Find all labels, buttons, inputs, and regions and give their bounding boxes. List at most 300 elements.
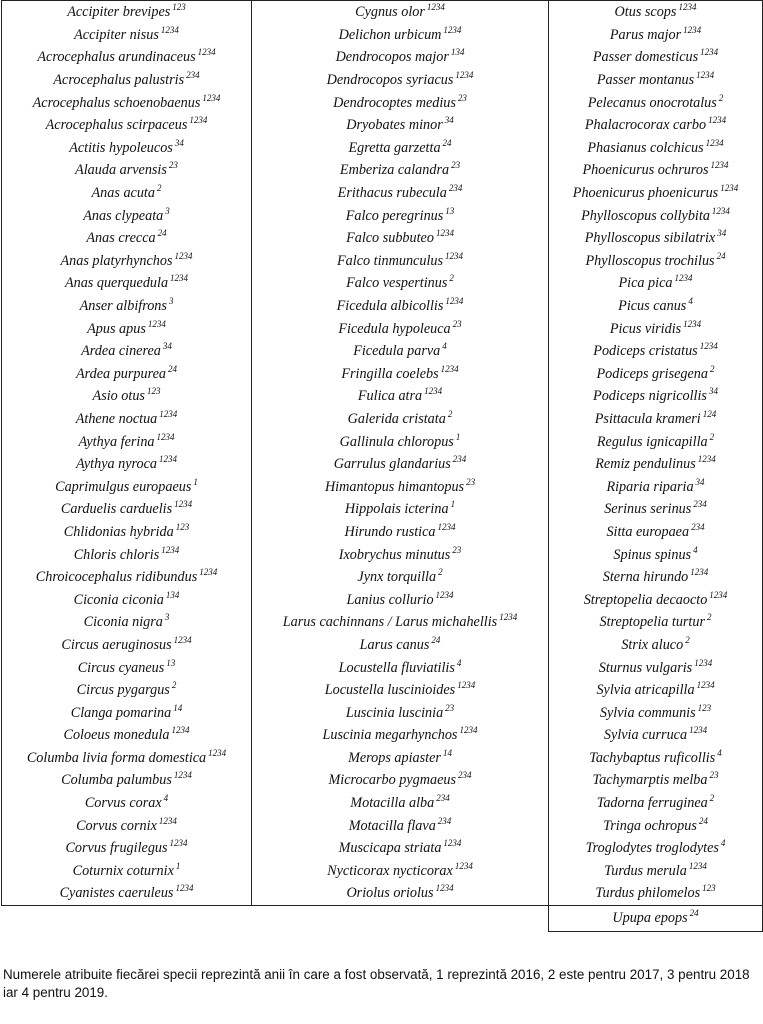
- table-row: [2, 475, 763, 498]
- species-name: Ficedula hypoleuca: [338, 320, 451, 337]
- species-cell: [2, 340, 252, 363]
- years-observed: 1234: [459, 725, 478, 736]
- species-name: Sylvia curruca: [603, 727, 688, 744]
- species-cell: [252, 747, 549, 770]
- species-cell: [252, 814, 549, 837]
- years-observed: 1234: [697, 454, 716, 465]
- species-cell: [549, 408, 763, 431]
- years-observed: 1234: [709, 589, 728, 600]
- species-cell: [2, 747, 252, 770]
- species-name: Falco subbuteo: [346, 230, 434, 247]
- table-row: [2, 814, 763, 837]
- empty-cell: [2, 905, 252, 931]
- species-cell: [549, 114, 763, 137]
- years-observed: 1234: [699, 341, 718, 352]
- years-observed: 3: [168, 296, 174, 307]
- species-cell: [252, 498, 549, 521]
- years-observed: 123: [697, 702, 712, 713]
- species-name: Acrocephalus scirpaceus: [45, 117, 188, 134]
- species-name: Anas acuta: [91, 185, 155, 202]
- years-observed: 23: [168, 160, 178, 171]
- species-cell: [252, 679, 549, 702]
- species-cell: [549, 860, 763, 883]
- years-observed: 23: [445, 702, 455, 713]
- species-cell: [2, 521, 252, 544]
- species-name: Chloris chloris: [73, 546, 160, 563]
- species-name: Corvus frugilegus: [65, 840, 168, 857]
- species-cell: [549, 905, 763, 931]
- species-name: Chlidonias hybrida: [63, 523, 174, 540]
- years-observed: 2: [447, 408, 453, 419]
- species-name: Larus canus: [359, 636, 430, 653]
- species-cell: [549, 295, 763, 318]
- species-name: Columba livia forma domestica: [26, 749, 207, 766]
- species-cell: [549, 611, 763, 634]
- species-cell: [2, 453, 252, 476]
- years-observed: 2: [709, 793, 715, 804]
- table-row: [2, 837, 763, 860]
- species-name: Lanius collurio: [346, 591, 434, 608]
- species-cell: [549, 792, 763, 815]
- table-row: [2, 46, 763, 69]
- species-name: Troglodytes troglodytes: [585, 840, 719, 857]
- footnote: Numerele atribuite fiecărei specii reprezintă anii în care a fost observată, 1 reprezintă 2016, 2 este pentru 2017, 3 pentru 2018 iar 4 pentru 2019.: [3, 967, 750, 1000]
- species-cell: [2, 543, 252, 566]
- years-observed: 1234: [202, 92, 221, 103]
- species-cell: [549, 272, 763, 295]
- species-name: Clanga pomarina: [70, 704, 172, 721]
- years-observed: 2: [449, 273, 454, 284]
- table-row: [2, 340, 763, 363]
- years-observed: 3: [164, 612, 170, 623]
- species-name: Phalacrocorax carbo: [584, 117, 707, 134]
- species-name: Tachymarptis melba: [592, 772, 708, 789]
- years-observed: 1234: [171, 725, 190, 736]
- species-cell: [549, 814, 763, 837]
- species-name: Anas platyrhynchos: [60, 252, 173, 269]
- years-observed: 1234: [435, 228, 454, 239]
- species-cell: [2, 295, 252, 318]
- species-cell: [549, 69, 763, 92]
- table-row: [2, 860, 763, 883]
- years-observed: 1234: [689, 725, 708, 736]
- species-cell: [549, 340, 763, 363]
- years-observed: 1234: [678, 2, 697, 13]
- species-name: Sylvia communis: [599, 704, 696, 721]
- species-cell: [252, 295, 549, 318]
- species-name: Falco peregrinus: [345, 207, 444, 224]
- species-name: Merops apiaster: [348, 749, 441, 766]
- species-name: Aythya ferina: [78, 433, 155, 450]
- years-observed: 234: [186, 70, 200, 81]
- species-name: Circus pygargus: [76, 682, 170, 699]
- table-row: [2, 634, 763, 657]
- years-observed: 1234: [443, 838, 462, 849]
- species-cell: [2, 363, 252, 386]
- years-observed: 2: [685, 634, 690, 645]
- years-observed: 34: [695, 476, 705, 487]
- species-cell: [549, 91, 763, 114]
- species-name: Anas crecca: [86, 230, 156, 247]
- species-name: Turdus philomelos: [595, 885, 701, 902]
- species-cell: [252, 724, 549, 747]
- species-name: Sturnus vulgaris: [598, 659, 693, 676]
- species-cell: [2, 882, 252, 905]
- species-cell: [2, 24, 252, 47]
- species-name: Passer domesticus: [592, 49, 699, 66]
- years-observed: 34: [717, 228, 727, 239]
- table-row: [2, 204, 763, 227]
- species-name: Phoenicurus phoenicurus: [572, 185, 719, 202]
- species-cell: [549, 701, 763, 724]
- species-cell: [2, 317, 252, 340]
- years-observed: 124: [702, 408, 717, 419]
- table-row: [2, 137, 763, 160]
- species-cell: [252, 159, 549, 182]
- years-observed: 1234: [700, 47, 719, 58]
- species-cell: [252, 137, 549, 160]
- table-row: [2, 24, 763, 47]
- years-observed: 1234: [170, 273, 189, 284]
- years-observed: 1234: [440, 363, 459, 374]
- years-observed: 23: [452, 318, 462, 329]
- years-observed: 2: [710, 363, 715, 374]
- species-cell: [2, 566, 252, 589]
- species-cell: [252, 521, 549, 544]
- species-cell: [2, 204, 252, 227]
- years-observed: 24: [431, 634, 441, 645]
- species-cell: [252, 566, 549, 589]
- table-row: [2, 385, 763, 408]
- species-cell: [549, 747, 763, 770]
- years-observed: 34: [162, 341, 172, 352]
- species-name: Phylloscopus trochilus: [585, 252, 715, 269]
- species-cell: [2, 69, 252, 92]
- species-cell: [2, 634, 252, 657]
- species-name: Ciconia ciconia: [73, 591, 164, 608]
- years-observed: 234: [437, 815, 452, 826]
- years-observed: 4: [688, 296, 693, 307]
- species-name: Larus cachinnans / Larus michahellis: [282, 614, 498, 631]
- species-name: Sterna hirundo: [602, 569, 689, 586]
- species-name: Anas querquedula: [64, 275, 169, 292]
- species-name: Galerida cristata: [347, 410, 446, 427]
- table-row: [2, 521, 763, 544]
- table-row: [2, 588, 763, 611]
- species-name: Actitis hypoleucos: [69, 139, 173, 156]
- species-cell: [549, 46, 763, 69]
- species-cell: [252, 430, 549, 453]
- species-name: Acrocephalus schoenobaenus: [32, 94, 201, 111]
- table-row: [2, 91, 763, 114]
- species-cell: [252, 385, 549, 408]
- species-cell: [2, 250, 252, 273]
- years-observed: 4: [442, 341, 447, 352]
- species-cell: [549, 24, 763, 47]
- species-name: Hippolais icterina: [344, 501, 449, 518]
- species-name: Erithacus rubecula: [337, 185, 447, 202]
- species-name: Serinus serinus: [604, 501, 692, 518]
- species-cell: [549, 182, 763, 205]
- species-cell: [252, 634, 549, 657]
- years-observed: 4: [720, 838, 726, 849]
- species-cell: [252, 340, 549, 363]
- species-table: [1, 0, 763, 932]
- years-observed: 1234: [424, 386, 443, 397]
- species-name: Cygnus olor: [355, 4, 425, 21]
- years-observed: 1234: [169, 838, 188, 849]
- years-observed: 4: [693, 544, 698, 555]
- species-name: Streptopelia turtur: [599, 614, 705, 631]
- years-observed: 1234: [720, 183, 739, 194]
- species-table-body: [2, 1, 763, 932]
- table-row: [2, 543, 763, 566]
- species-name: Falco vespertinus: [346, 275, 448, 292]
- years-observed: 23: [709, 770, 719, 781]
- years-observed: 1: [455, 431, 461, 442]
- species-name: Passer montanus: [596, 72, 695, 89]
- table-row: [2, 317, 763, 340]
- species-cell: [2, 792, 252, 815]
- years-observed: 4: [717, 747, 722, 758]
- species-name: Himantopus himantopus: [324, 478, 465, 495]
- species-name: Phylloscopus sibilatrix: [584, 230, 716, 247]
- species-name: Phasianus colchicus: [587, 139, 704, 156]
- species-cell: [252, 204, 549, 227]
- species-cell: [549, 498, 763, 521]
- species-name: Garrulus glandarius: [333, 456, 451, 473]
- years-observed: 2: [709, 431, 715, 442]
- years-observed: 1: [193, 476, 198, 487]
- species-name: Accipiter nisus: [74, 26, 159, 43]
- species-name: Otus scops: [614, 4, 677, 21]
- years-observed: 234: [691, 521, 705, 532]
- species-name: Parus major: [609, 26, 682, 43]
- species-cell: [252, 588, 549, 611]
- species-name: Circus cyaneus: [77, 659, 165, 676]
- species-name: Falco tinmunculus: [337, 252, 443, 269]
- species-name: Emberiza calandra: [339, 162, 450, 179]
- table-row: [2, 882, 763, 905]
- species-cell: [2, 137, 252, 160]
- species-cell: [549, 882, 763, 905]
- years-observed: 1234: [158, 815, 177, 826]
- years-observed: 4: [163, 793, 169, 804]
- years-observed: 1234: [705, 137, 724, 148]
- years-observed: 123: [146, 386, 161, 397]
- years-observed: 1234: [674, 273, 693, 284]
- years-observed: 1234: [175, 883, 194, 894]
- species-cell: [2, 769, 252, 792]
- species-name: Accipiter brevipes: [67, 4, 171, 21]
- years-observed: 1: [175, 860, 181, 871]
- species-cell: [2, 498, 252, 521]
- years-observed: 1234: [445, 296, 464, 307]
- species-cell: [252, 701, 549, 724]
- table-row: [2, 792, 763, 815]
- years-observed: 24: [698, 815, 708, 826]
- years-observed: 1234: [683, 24, 702, 35]
- species-name: Psittacula krameri: [594, 410, 701, 427]
- species-name: Riparia riparia: [606, 478, 694, 495]
- species-cell: [2, 656, 252, 679]
- years-observed: 24: [442, 137, 452, 148]
- table-row: [2, 656, 763, 679]
- table-row: [2, 250, 763, 273]
- species-cell: [252, 408, 549, 431]
- years-observed: 1234: [690, 567, 709, 578]
- years-observed: 1234: [156, 431, 175, 442]
- years-observed: 1234: [159, 408, 178, 419]
- table-row: [2, 679, 763, 702]
- species-cell: [549, 588, 763, 611]
- years-observed: 1234: [189, 115, 208, 126]
- species-name: Delichon urbicum: [338, 26, 442, 43]
- years-observed: 23: [457, 92, 467, 103]
- species-name: Asio otus: [92, 388, 145, 405]
- years-observed: 1234: [688, 860, 707, 871]
- species-name: Tringa ochropus: [603, 817, 697, 834]
- species-name: Dryobates minor: [346, 117, 443, 134]
- years-observed: 3: [165, 205, 170, 216]
- species-cell: [549, 543, 763, 566]
- species-cell: [2, 159, 252, 182]
- table-row: [2, 430, 763, 453]
- years-observed: 1234: [435, 883, 454, 894]
- species-cell: [2, 182, 252, 205]
- species-name: Podiceps cristatus: [593, 343, 698, 360]
- table-row: [2, 69, 763, 92]
- years-observed: 23: [452, 544, 462, 555]
- species-name: Caprimulgus europaeus: [55, 478, 192, 495]
- table-row: [2, 295, 763, 318]
- species-cell: [549, 137, 763, 160]
- table-row: [2, 1, 763, 24]
- species-cell: [252, 882, 549, 905]
- years-observed: 1234: [208, 747, 227, 758]
- species-name: Coloeus monedula: [63, 727, 170, 744]
- species-cell: [549, 250, 763, 273]
- species-cell: [549, 724, 763, 747]
- years-observed: 1234: [147, 318, 166, 329]
- species-name: Locustella fluviatilis: [338, 659, 455, 676]
- species-name: Streptopelia decaocto: [583, 591, 708, 608]
- years-observed: 1234: [173, 770, 192, 781]
- species-cell: [2, 611, 252, 634]
- years-observed: 2: [171, 680, 177, 691]
- species-cell: [549, 227, 763, 250]
- years-observed: 123: [702, 883, 716, 894]
- years-observed: 234: [448, 183, 463, 194]
- years-observed: 234: [436, 793, 450, 804]
- species-cell: [252, 475, 549, 498]
- species-cell: [252, 656, 549, 679]
- species-cell: [252, 317, 549, 340]
- species-name: Ciconia nigra: [83, 614, 163, 631]
- species-name: Regulus ignicapilla: [596, 433, 708, 450]
- species-cell: [2, 724, 252, 747]
- species-name: Aythya nyroca: [75, 456, 158, 473]
- years-observed: 1234: [159, 454, 178, 465]
- species-cell: [2, 860, 252, 883]
- years-observed: 14: [442, 747, 452, 758]
- years-observed: 1234: [683, 318, 702, 329]
- years-observed: 1234: [174, 499, 193, 510]
- species-name: Corvus cornix: [76, 817, 157, 834]
- species-name: Dendrocopos syriacus: [326, 72, 454, 89]
- years-observed: 1234: [197, 47, 216, 58]
- species-name: Spinus spinus: [613, 546, 692, 563]
- years-observed: 13: [445, 205, 455, 216]
- years-observed: 1234: [694, 657, 713, 668]
- years-observed: 134: [165, 589, 180, 600]
- species-cell: [2, 837, 252, 860]
- table-row: [2, 769, 763, 792]
- species-name: Strix aluco: [621, 636, 684, 653]
- years-observed: 1: [450, 499, 456, 510]
- years-observed: 34: [174, 137, 184, 148]
- species-name: Upupa epops: [612, 910, 688, 927]
- years-observed: 34: [444, 115, 454, 126]
- years-observed: 1234: [708, 115, 727, 126]
- species-name: Podiceps nigricollis: [593, 388, 707, 405]
- species-name: Microcarbo pygmaeus: [328, 772, 457, 789]
- species-cell: [2, 1, 252, 24]
- years-observed: 1234: [696, 70, 715, 81]
- species-name: Ardea purpurea: [76, 365, 166, 382]
- table-row: [2, 724, 763, 747]
- years-observed: 2: [438, 567, 443, 578]
- years-observed: 34: [708, 386, 718, 397]
- years-observed: 24: [716, 250, 726, 261]
- species-name: Ardea cinerea: [81, 343, 161, 360]
- years-observed: 24: [689, 908, 699, 919]
- species-cell: [252, 860, 549, 883]
- species-cell: [549, 430, 763, 453]
- species-name: Locustella luscinioides: [324, 682, 456, 699]
- species-cell: [549, 1, 763, 24]
- species-name: Gallinula chloropus: [339, 433, 454, 450]
- species-name: Pelecanus onocrotalus: [587, 94, 717, 111]
- species-name: Remiz pendulinus: [595, 456, 696, 473]
- species-cell: [252, 272, 549, 295]
- species-cell: [252, 837, 549, 860]
- empty-cell: [252, 905, 549, 931]
- species-name: Cyanistes caeruleus: [59, 885, 174, 902]
- years-observed: 234: [458, 770, 472, 781]
- species-cell: [2, 91, 252, 114]
- years-observed: 24: [167, 363, 177, 374]
- species-name: Ixobrychus minutus: [338, 546, 451, 563]
- years-observed: 4: [456, 657, 462, 668]
- species-name: Apus apus: [87, 320, 146, 337]
- table-row: [2, 114, 763, 137]
- species-name: Pica pica: [618, 275, 673, 292]
- years-observed: 23: [451, 160, 461, 171]
- species-cell: [549, 385, 763, 408]
- species-cell: [252, 543, 549, 566]
- species-name: Fringilla coelebs: [341, 365, 439, 382]
- years-observed: 134: [450, 47, 465, 58]
- species-name: Luscinia luscinia: [345, 704, 444, 721]
- species-name: Sitta europaea: [606, 523, 690, 540]
- species-cell: [2, 114, 252, 137]
- species-cell: [549, 566, 763, 589]
- years-observed: 1234: [445, 250, 463, 261]
- years-observed: 23: [466, 476, 476, 487]
- species-cell: [2, 679, 252, 702]
- species-cell: [252, 114, 549, 137]
